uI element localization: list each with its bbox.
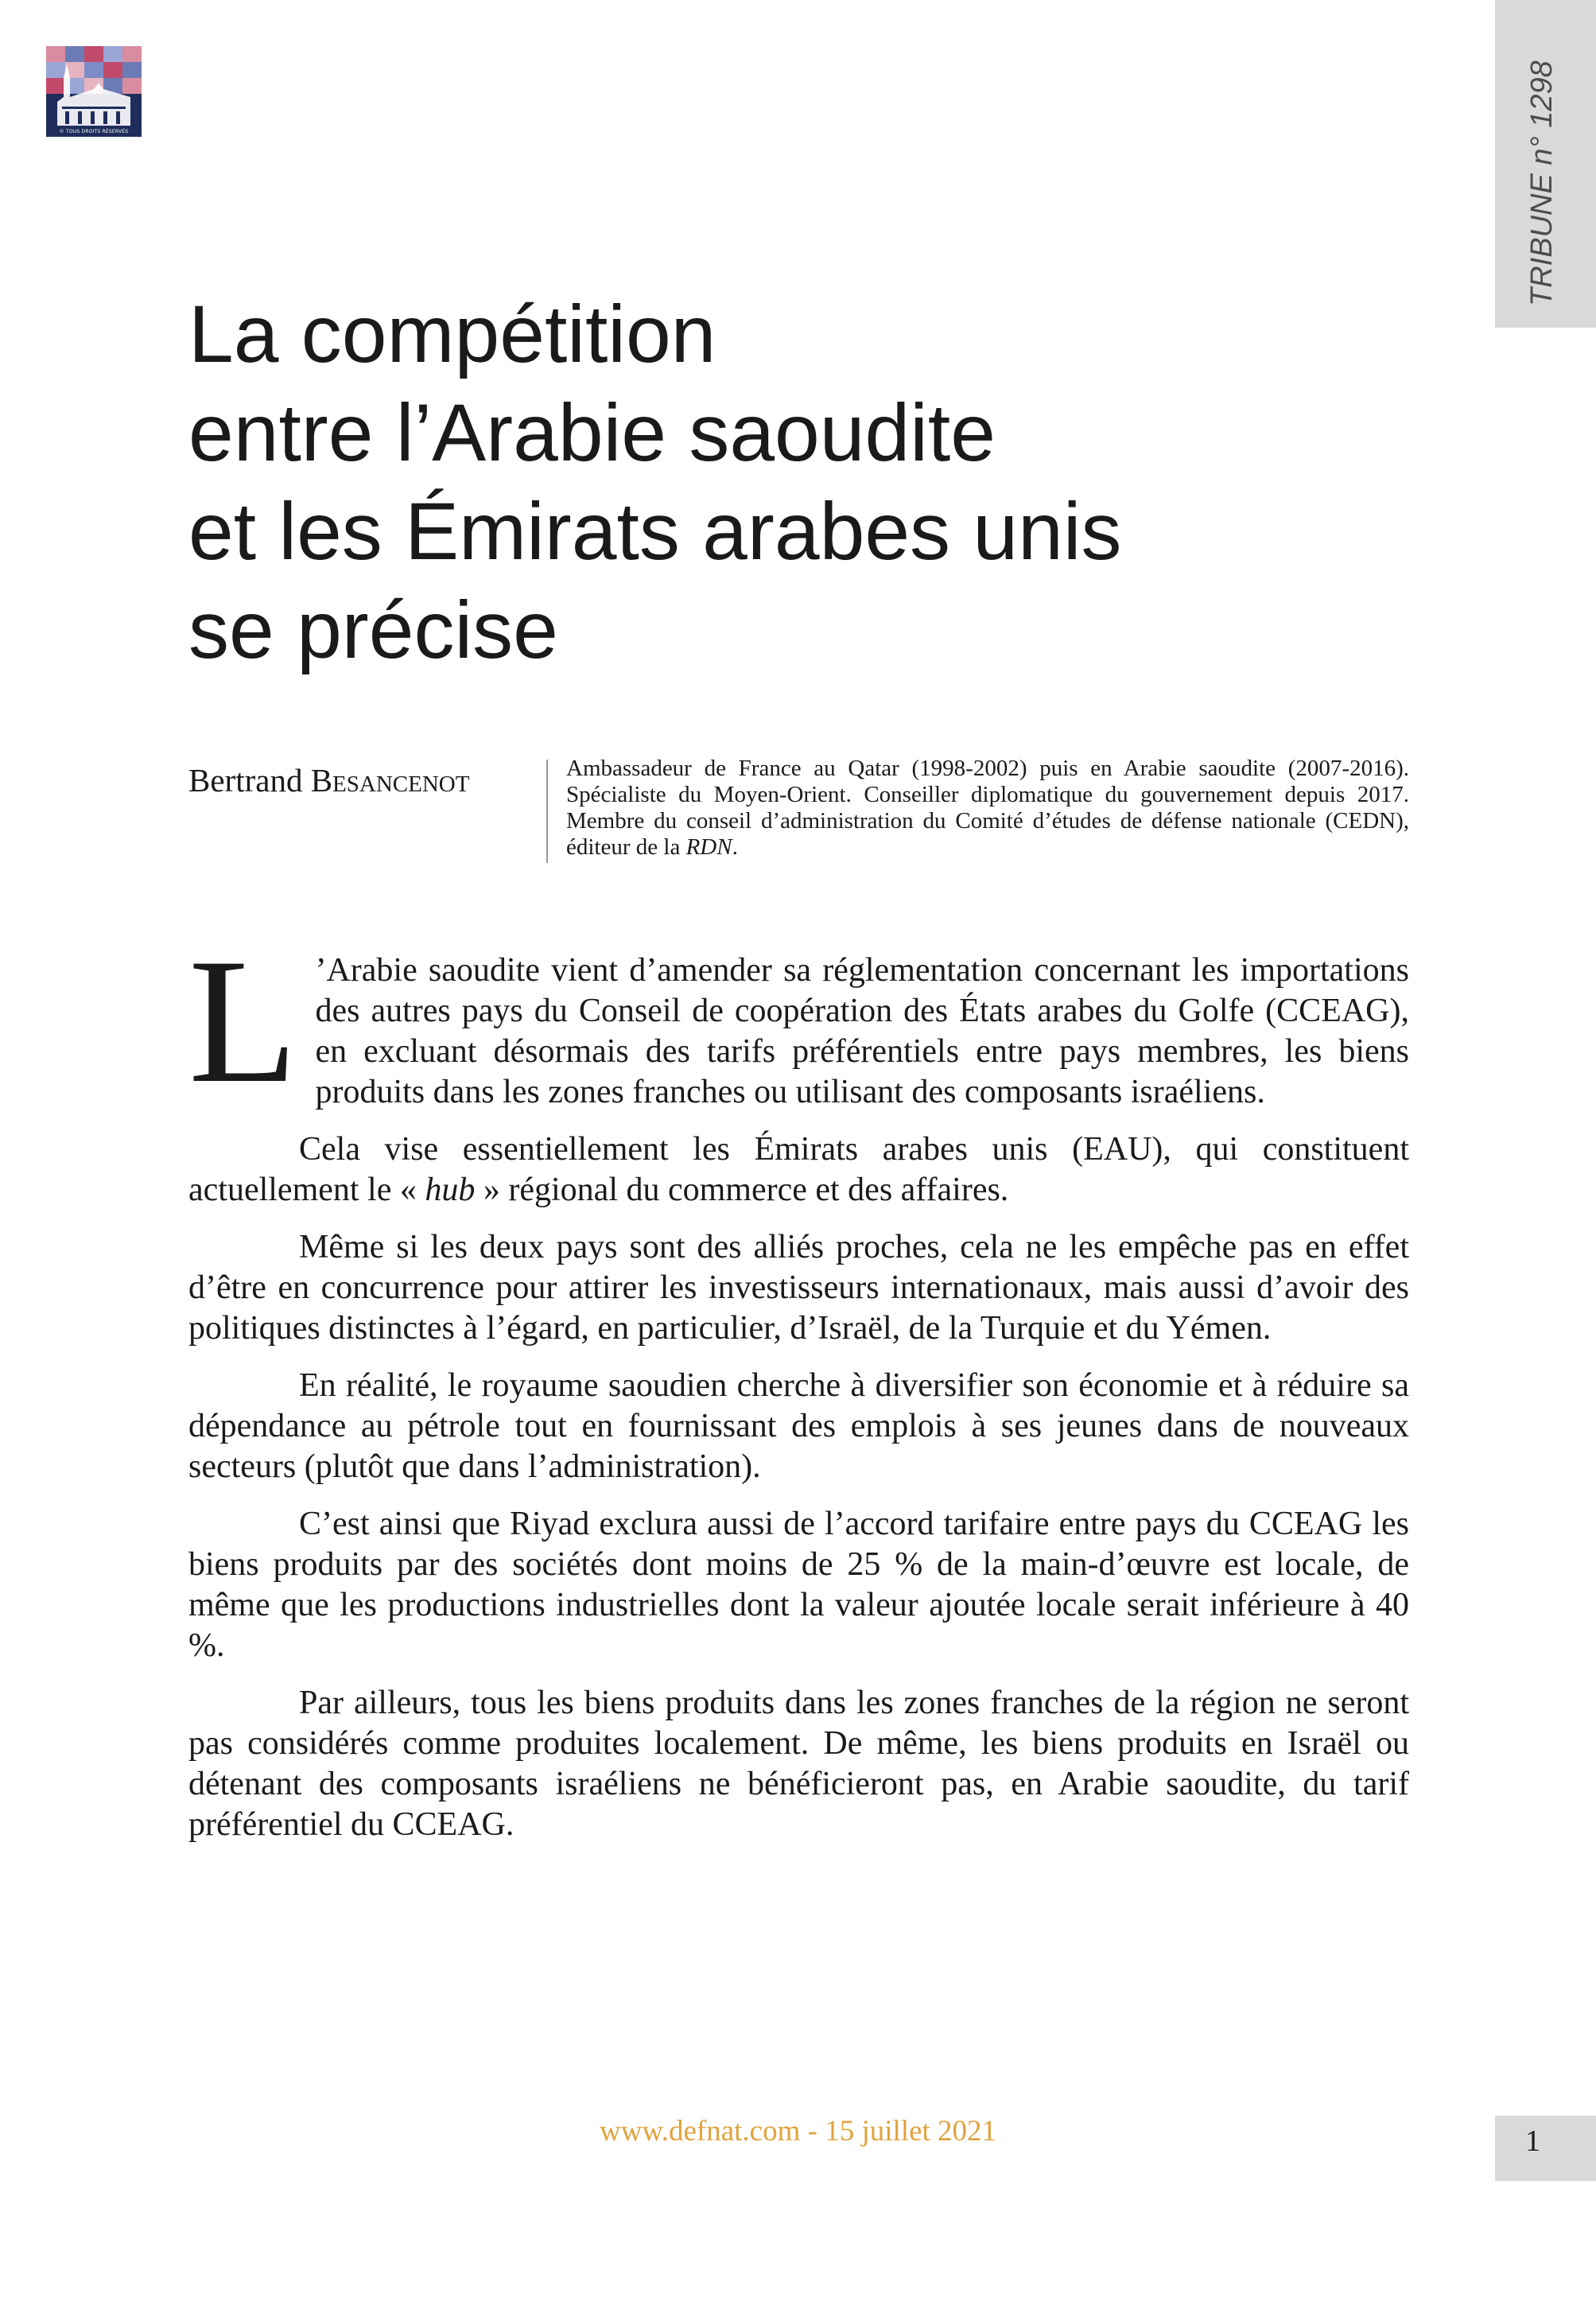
paragraph-5: C’est ainsi que Riyad exclura aussi de l’accord tarifaire entre pays du CCEAG les biens produits par des sociétés dont moins de 25 % de la main-d’œuvre est locale, de même que les productions industrielles dont la valeur ajoutée locale serait inférieure à 40 %. bbox=[188, 1506, 1409, 1664]
author-bio bbox=[566, 756, 1409, 861]
author-first-name: Bertrand bbox=[188, 762, 311, 799]
article-title bbox=[188, 285, 1381, 679]
paragraph-2-hub: hub bbox=[425, 1172, 476, 1208]
bio-end: . bbox=[732, 834, 738, 860]
title-line: entre l’Arabie saoudite bbox=[188, 387, 996, 478]
page-number: 1 bbox=[1525, 2124, 1540, 2158]
bio-rdn: RDN bbox=[685, 834, 732, 860]
paragraph-6: Par ailleurs, tous les biens produits dans les zones franches de la région ne seront pas considérés comme produites localement. De même, les biens produits en Israël ou détenant des composants israéliens ne bénéficieront pas, en Arabie saoudite, du tarif préférentiel du CCEAG. bbox=[188, 1685, 1409, 1843]
drop-cap: L bbox=[188, 921, 298, 1120]
author-divider bbox=[546, 760, 548, 863]
paragraph-1-text: ’Arabie saoudite vient d’amender sa réglementation concernant les importations des autres pays du Conseil de coopération des États arabes du Golfe (CCEAG), en excluant désormais des tarifs préférentiels entre pays membres, les biens produits dans les zones franches ou utilisant des composants israéliens. bbox=[315, 952, 1409, 1110]
paragraph-2 bbox=[188, 1129, 1409, 1211]
author-last-name: Besancenot bbox=[310, 762, 470, 799]
paragraph-1 bbox=[188, 921, 1409, 1120]
defnat-logo-icon bbox=[46, 46, 142, 140]
paragraph-4: En réalité, le royaume saoudien cherche à diversifier son économie et à réduire sa dépendance au pétrole tout en fournissant des emplois à ses jeunes dans de nouveaux secteurs (plutôt que dans l’administration). bbox=[188, 1367, 1409, 1485]
bio-text: Ambassadeur de France au Qatar (1998-2002) puis en Arabie saoudite (2007-2016). Spécialiste du Moyen-Orient. Conseiller diplomatique du gouvernement depuis 2017. Membre du conseil d’administration du Comité d’études de défense nationale (CEDN), éditeur de la bbox=[566, 756, 1409, 860]
footer-source: www.defnat.com - 15 juillet 2021 bbox=[599, 2115, 997, 2147]
title-line: et les Émirats arabes unis bbox=[188, 486, 1122, 577]
tribune-label: TRIBUNE n° 1298 bbox=[1525, 60, 1559, 306]
paragraph-2-text: Cela vise essentiellement les Émirats arabes unis (EAU), qui constituent actuellement le « bbox=[188, 1131, 1409, 1208]
title-line: se précise bbox=[188, 585, 558, 675]
paragraph-2-text-end: » régional du commerce et des affaires. bbox=[475, 1172, 1009, 1208]
logo-caption: © TOUS DROITS RÉSERVÉS bbox=[46, 127, 142, 137]
author-name bbox=[188, 761, 469, 799]
article-body bbox=[188, 921, 1409, 1862]
title-line: La compétition bbox=[188, 289, 716, 379]
paragraph-3: Même si les deux pays sont des alliés proches, cela ne les empêche pas en effet d’être en concurrence pour attirer les investisseurs internationaux, mais aussi d’avoir des politiques distinctes à l’égard, en particulier, d’Israël, de la Turquie et du Yémen. bbox=[188, 1229, 1409, 1347]
